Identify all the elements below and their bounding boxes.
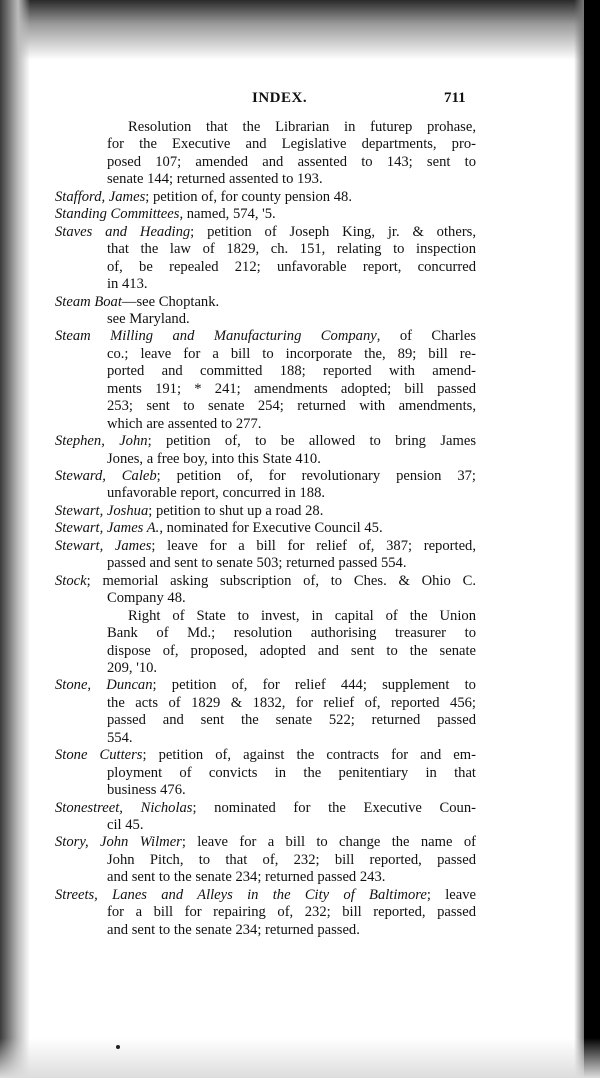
entry-text: ; petition of, against the contracts for and em- (142, 747, 476, 764)
entry-text: ; petition of, for revolutionary pension 37; (156, 468, 476, 484)
entry-text: ; leave (426, 886, 476, 903)
entry-text: of, be repealed 212; unfavorable report, concurred (107, 258, 476, 275)
entry-text: ments 191; * 241; amendments adopted; bill passed (107, 380, 476, 397)
index-entry-line (107, 346, 476, 363)
entry-text: Bank of Md.; resolution authorising treasurer to (107, 625, 476, 642)
entry-text: Resolution that the Librarian in futurep prohase, (128, 119, 476, 135)
index-entry-heading-line (55, 520, 476, 537)
index-entry-line (107, 765, 476, 782)
index-entry-line (107, 817, 476, 834)
ink-speck (116, 1045, 120, 1049)
entry-text: 253; sent to senate 254; returned with amendments, (107, 398, 476, 415)
index-entry-line (107, 241, 476, 258)
index-entry-line (107, 136, 476, 153)
running-head: INDEX. (252, 90, 308, 106)
entry-text: ; petition of Joseph King, jr. & others, (190, 223, 477, 240)
index-entry-line (107, 171, 476, 188)
entry-term: Stock (55, 572, 87, 589)
index-entry-line (107, 660, 476, 677)
entry-text: business 476. (107, 782, 186, 799)
index-entry-line (107, 695, 476, 712)
entry-text: the acts of 1829 & 1832, for relief of, reported 456; (107, 694, 476, 711)
index-entry-line (107, 782, 476, 799)
page-shadow-right (574, 0, 584, 1078)
index-entry-line (107, 451, 476, 468)
entry-text: , named, 574, '5. (179, 206, 276, 223)
entry-text: John Pitch, to that of, 232; bill reported, passed (107, 851, 476, 868)
entry-term: Stone, Duncan (55, 677, 153, 694)
scan-border-right (584, 0, 600, 1078)
entry-text: ployment of convicts in the penitentiary in that (107, 764, 476, 781)
entry-text: 554. (107, 729, 133, 746)
index-entry-line (107, 363, 476, 380)
entry-text: ; petition to shut up a road 28. (148, 502, 324, 519)
index-entry-line (107, 416, 476, 433)
index-entry-line (107, 852, 476, 869)
index-entry-line (107, 259, 476, 276)
entry-text: ; petition of, for relief 444; supplement to (152, 677, 476, 694)
entry-text: passed and sent to senate 503; returned passed 554. (107, 555, 407, 572)
entry-text: 209, '10. (107, 659, 158, 676)
entry-term: Staves and Heading (55, 223, 191, 240)
entry-term: Stewart, Joshua (55, 502, 149, 519)
entry-text: , nominated for Executive Council 45. (159, 520, 383, 537)
index-entry-heading-line (55, 503, 476, 520)
index-entry-heading-line (55, 328, 476, 345)
entry-text: dispose of, proposed, adopted and sent to the senate (107, 642, 476, 659)
entry-term: Steam Boat (55, 293, 122, 310)
entry-term: Standing Committees (55, 206, 180, 223)
index-entry-line (107, 154, 476, 171)
index-entry-line (107, 625, 476, 642)
page-shadow-top (0, 0, 600, 60)
index-entry-line (107, 381, 476, 398)
entry-text: passed and sent the senate 522; returned passed (107, 712, 476, 729)
entry-text: ported and committed 188; reported with amend- (107, 363, 476, 380)
entry-text: and sent to the senate 234; returned passed. (107, 921, 360, 938)
index-entry-line (107, 922, 476, 939)
entry-text: co.; leave for a bill to incorporate the, 89; bill re- (107, 345, 476, 362)
entry-text: ; memorial asking subscription of, to Ches. & Ohio C. (86, 572, 476, 589)
page-shadow-left (0, 0, 30, 1078)
index-entry-line (107, 712, 476, 729)
index-entry-heading-line (55, 294, 476, 311)
entry-text: in 413. (107, 276, 148, 293)
entry-text: ; leave for a bill to change the name of (181, 834, 476, 851)
page-shadow-bottom (0, 1038, 600, 1078)
index-entry-line (107, 590, 476, 607)
entry-text: for a bill for repairing of, 232; bill reported, passed (107, 904, 476, 921)
entry-term: Stafford, James (55, 188, 146, 205)
entry-text: unfavorable report, concurred in 188. (107, 485, 326, 502)
index-entry-line (128, 119, 476, 136)
index-entry-line (107, 555, 476, 572)
index-entry-line (107, 904, 476, 921)
entry-term: Steam Milling and Manufacturing Company (55, 328, 377, 345)
entry-term: Stewart, James A. (55, 520, 160, 537)
entry-text: Company 48. (107, 590, 186, 607)
entry-term: Stephen, John (55, 433, 148, 450)
index-entry-line (107, 730, 476, 747)
index-entry-line (107, 311, 476, 328)
index-entry-heading-line (55, 677, 476, 694)
index-entry-heading-line (55, 747, 476, 764)
index-entry-heading-line (55, 887, 476, 904)
index-entry-line (128, 608, 476, 625)
entry-text: ; petition of, for county pension 48. (145, 188, 352, 205)
index-entry-heading-line (55, 800, 476, 817)
entry-text: Right of State to invest, in capital of the Union (128, 607, 476, 624)
entry-text: see Maryland. (107, 310, 190, 327)
entry-text: that the law of 1829, ch. 151, relating to inspection (107, 241, 476, 258)
entry-term: Steward, Caleb (55, 468, 157, 484)
index-entry-line (107, 485, 476, 502)
page-number: 711 (444, 90, 466, 106)
index-entry-line (107, 276, 476, 293)
entry-text: ; petition of, to be allowed to bring James (147, 433, 476, 450)
index-entry-line (107, 398, 476, 415)
index-entry-line (107, 869, 476, 886)
index-entry-heading-line (55, 224, 476, 241)
entry-text: , of Charles (376, 328, 476, 345)
entry-text: ; leave for a bill for relief of, 387; reported, (151, 537, 476, 554)
entry-text: and sent to the senate 234; returned passed 243. (107, 869, 386, 886)
entry-text: ; nominated for the Executive Coun- (192, 799, 476, 816)
entry-term: Stone Cutters (55, 747, 143, 764)
index-entry-heading-line (55, 433, 476, 450)
entry-text: for the Executive and Legislative departments, pro- (107, 136, 476, 153)
index-entry-heading-line (55, 834, 476, 851)
entry-text: posed 107; amended and assented to 143; sent to (107, 153, 476, 170)
index-entry-line (107, 643, 476, 660)
index-entry-heading-line (55, 206, 476, 223)
entry-text: cil 45. (107, 817, 144, 833)
entry-term: Stewart, James (55, 537, 152, 554)
entry-term: Streets, Lanes and Alleys in the City of Baltimore (55, 886, 427, 903)
entry-term: Story, John Wilmer (55, 834, 182, 851)
entry-text: which are assented to 277. (107, 415, 262, 432)
entry-text: Jones, a free boy, into this State 410. (107, 450, 321, 467)
index-entry-heading-line (55, 468, 476, 485)
index-entry-heading-line (55, 538, 476, 555)
entry-text: —see Choptank. (121, 293, 220, 310)
entry-text: senate 144; returned assented to 193. (107, 171, 323, 188)
index-entry-heading-line (55, 189, 476, 206)
index-entry-heading-line (55, 573, 476, 590)
entry-term: Stonestreet, Nicholas (55, 799, 193, 816)
